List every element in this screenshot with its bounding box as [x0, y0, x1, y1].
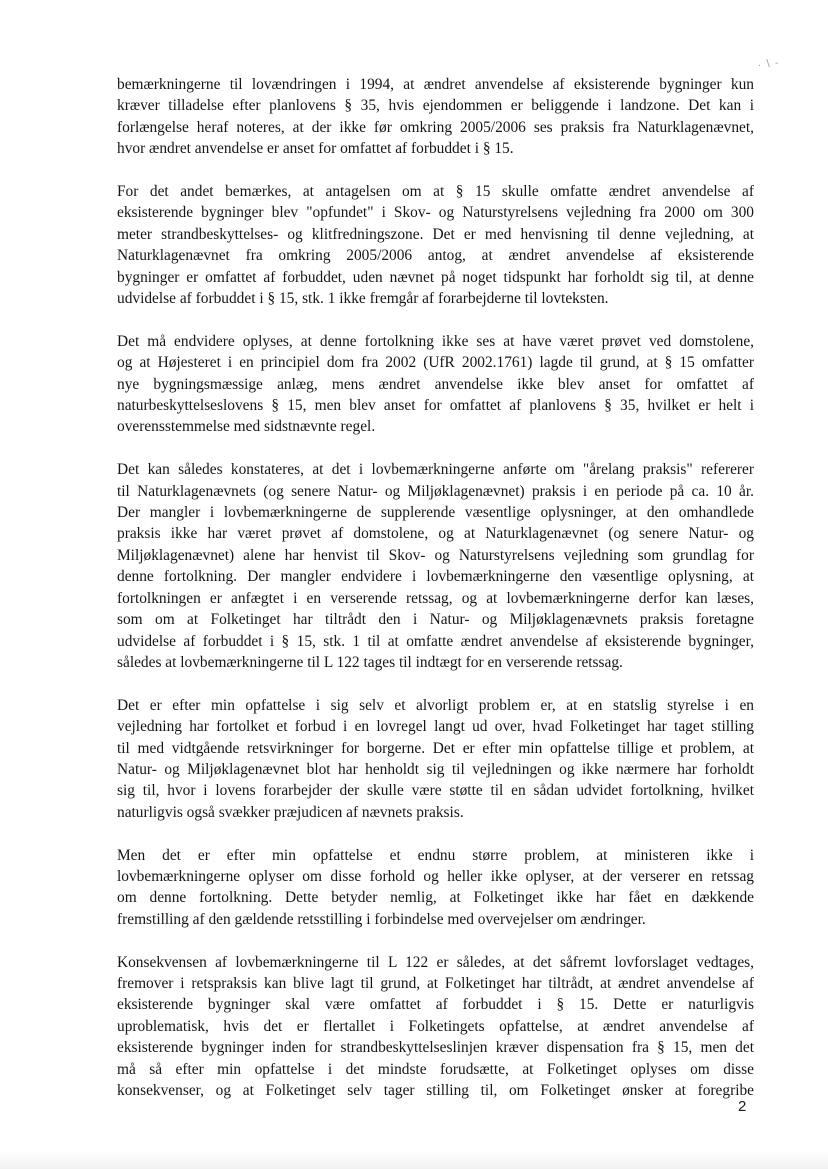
text-line: bemærkningerne til lovændringen i 1994, at ændret anvendelse af eksisterende bygninger kun: [117, 76, 754, 93]
text-line: Natur- og Miljøklagenævnet blot har henholdt sig til vejledningen og ikke nærmere har forholdt: [117, 760, 754, 778]
text-line: kræver tilladelse efter planlovens § 35, hvis ejendommen er beliggende i landzone. Det kan i: [117, 97, 754, 115]
text-line: Det er efter min opfattelse i sig selv et alvorligt problem er, at en statslig styrelse i en: [117, 696, 754, 714]
scan-mark: . \ -: [758, 58, 780, 69]
text-line: bygninger er omfattet af forbuddet, uden nævnet på noget tidspunkt har forholdt sig til, at denne: [117, 268, 754, 286]
text-line: hvor ændret anvendelse er anset for omfattet af forbuddet i § 15.: [117, 140, 514, 158]
text-line: og at Højesteret i en principiel dom fra 2002 (UfR 2002.1761) lagde til grund, at § 15 omfatter: [117, 354, 754, 372]
text-line: må så efter min opfattelse i det mindste forudsætte, at Folketinget oplyses om disse: [117, 1060, 754, 1078]
text-line: Konsekvensen af lovbemærkningerne til L 122 er således, at det såfremt lovforslaget vedtages,: [117, 953, 754, 971]
text-line: eksisterende bygninger inden for strandbeskyttelseslinjen kræver dispensation fra § 15, men det: [117, 1039, 754, 1057]
text-line: konsekvenser, og at Folketinget selv tager stilling til, om Folketinget ønsker at foregribe: [117, 1082, 754, 1099]
text-line: meter strandbeskyttelses- og klitfredningszone. Det er med henvisning til denne vejledning, at: [117, 225, 754, 243]
text-line: uproblematisk, hvis det er flertallet i Folketingets opfattelse, at ændret anvendelse af: [117, 1017, 754, 1035]
text-line: naturligvis også svækker præjudicen af nævnets praksis.: [117, 803, 464, 821]
text-line: til med vidtgående retsvirkninger for borgerne. Det er efter min opfattelse tillige et problem, at: [117, 739, 754, 757]
text-line: Det må endvidere oplyses, at denne fortolkning ikke ses at have været prøvet ved domstolene,: [117, 332, 754, 350]
text-line: fremover i retspraksis kan blive lagt til grund, at Folketinget har tiltrådt, at ændret anvendelse af: [117, 974, 754, 992]
text-line: eksisterende bygninger blev "opfundet" i Skov- og Naturstyrelsens vejledning fra 2000 om 300: [117, 204, 754, 222]
page-number: 2: [738, 1098, 747, 1115]
text-line: nye bygningsmæssige anlæg, mens ændret anvendelse ikke blev anset for omfattet af: [117, 375, 754, 393]
text-line: udvidelse af forbuddet i § 15, stk. 1 til at omfatte ændret anvendelse af eksisterende bygninger,: [117, 632, 754, 650]
text-line: udvidelse af forbuddet i § 15, stk. 1 ikke fremgår af forarbejderne til lovteksten.: [117, 290, 609, 308]
text-line: For det andet bemærkes, at antagelsen om at § 15 skulle omfatte ændret anvendelse af: [117, 183, 754, 201]
text-line: til Naturklagenævnets (og senere Natur- og Miljøklagenævnet) praksis i en periode på ca. 10 år.: [117, 482, 754, 500]
text-line: Det kan således konstateres, at det i lovbemærkningerne anførte om "årelang praksis" refererer: [117, 461, 754, 479]
text-line: naturbeskyttelseslovens § 15, men blev anset for omfattet af planlovens § 35, hvilket er helt i: [117, 397, 754, 415]
scan-bottom-edge: [0, 1150, 828, 1169]
paragraph: [117, 181, 754, 309]
text-line: sig til, hvor i lovens forarbejder der skulle være støtte til en sådan udvidet fortolkning, hvilket: [117, 782, 754, 800]
body-text: [117, 74, 754, 1123]
paragraph: [117, 74, 754, 160]
paragraph: [117, 695, 754, 823]
text-line: praksis ikke har været prøvet af domstolene, og at Naturklagenævnet (og senere Natur- og: [117, 525, 754, 543]
text-line: forlængelse heraf noteres, at der ikke før omkring 2005/2006 ses praksis fra Naturklagenævnet,: [117, 118, 754, 136]
text-line: overensstemmelse med sidstnævnte regel.: [117, 418, 376, 436]
text-line: fremstilling af den gældende retsstilling i forbindelse med overvejelser om ændringer.: [117, 910, 646, 928]
text-line: som om at Folketinget har tiltrådt den i Natur- og Miljøklagenævnets praksis foretagne: [117, 611, 754, 629]
paragraph: [117, 845, 754, 931]
text-line: således at lovbemærkningerne til L 122 tages til indtægt for en verserende retssag.: [117, 653, 623, 671]
paragraph: [117, 331, 754, 438]
paragraph: [117, 952, 754, 1102]
text-line: Miljøklagenævnet) alene har henvist til Skov- og Naturstyrelsens vejledning som grundlag for: [117, 546, 754, 564]
text-line: Naturklagenævnet fra omkring 2005/2006 antog, at ændret anvendelse af eksisterende: [117, 247, 754, 265]
text-line: fortolkningen er anfægtet i en verserende retssag, og at lovbemærkningerne derfor kan læses,: [117, 589, 754, 607]
paragraph: [117, 459, 754, 673]
text-line: Der mangler i lovbemærkningerne de supplerende væsentlige oplysninger, at den omhandlede: [117, 504, 754, 522]
text-line: vejledning har fortolket et forbud i en lovregel langt ud over, hvad Folketinget har taget stilling: [117, 718, 754, 736]
text-line: lovbemærkningerne oplyser om disse forhold og heller ikke oplyser, at der verserer en retssag: [117, 867, 754, 885]
text-line: Men det er efter min opfattelse et endnu større problem, at ministeren ikke i: [117, 846, 754, 864]
text-line: om denne fortolkning. Dette betyder nemlig, at Folketinget ikke har fået en dækkende: [117, 889, 754, 907]
text-line: eksisterende bygninger skal være omfattet af forbuddet i § 15. Dette er naturligvis: [117, 996, 754, 1014]
text-line: denne fortolkning. Der mangler endvidere i lovbemærkningerne den væsentlige oplysning, at: [117, 568, 754, 586]
